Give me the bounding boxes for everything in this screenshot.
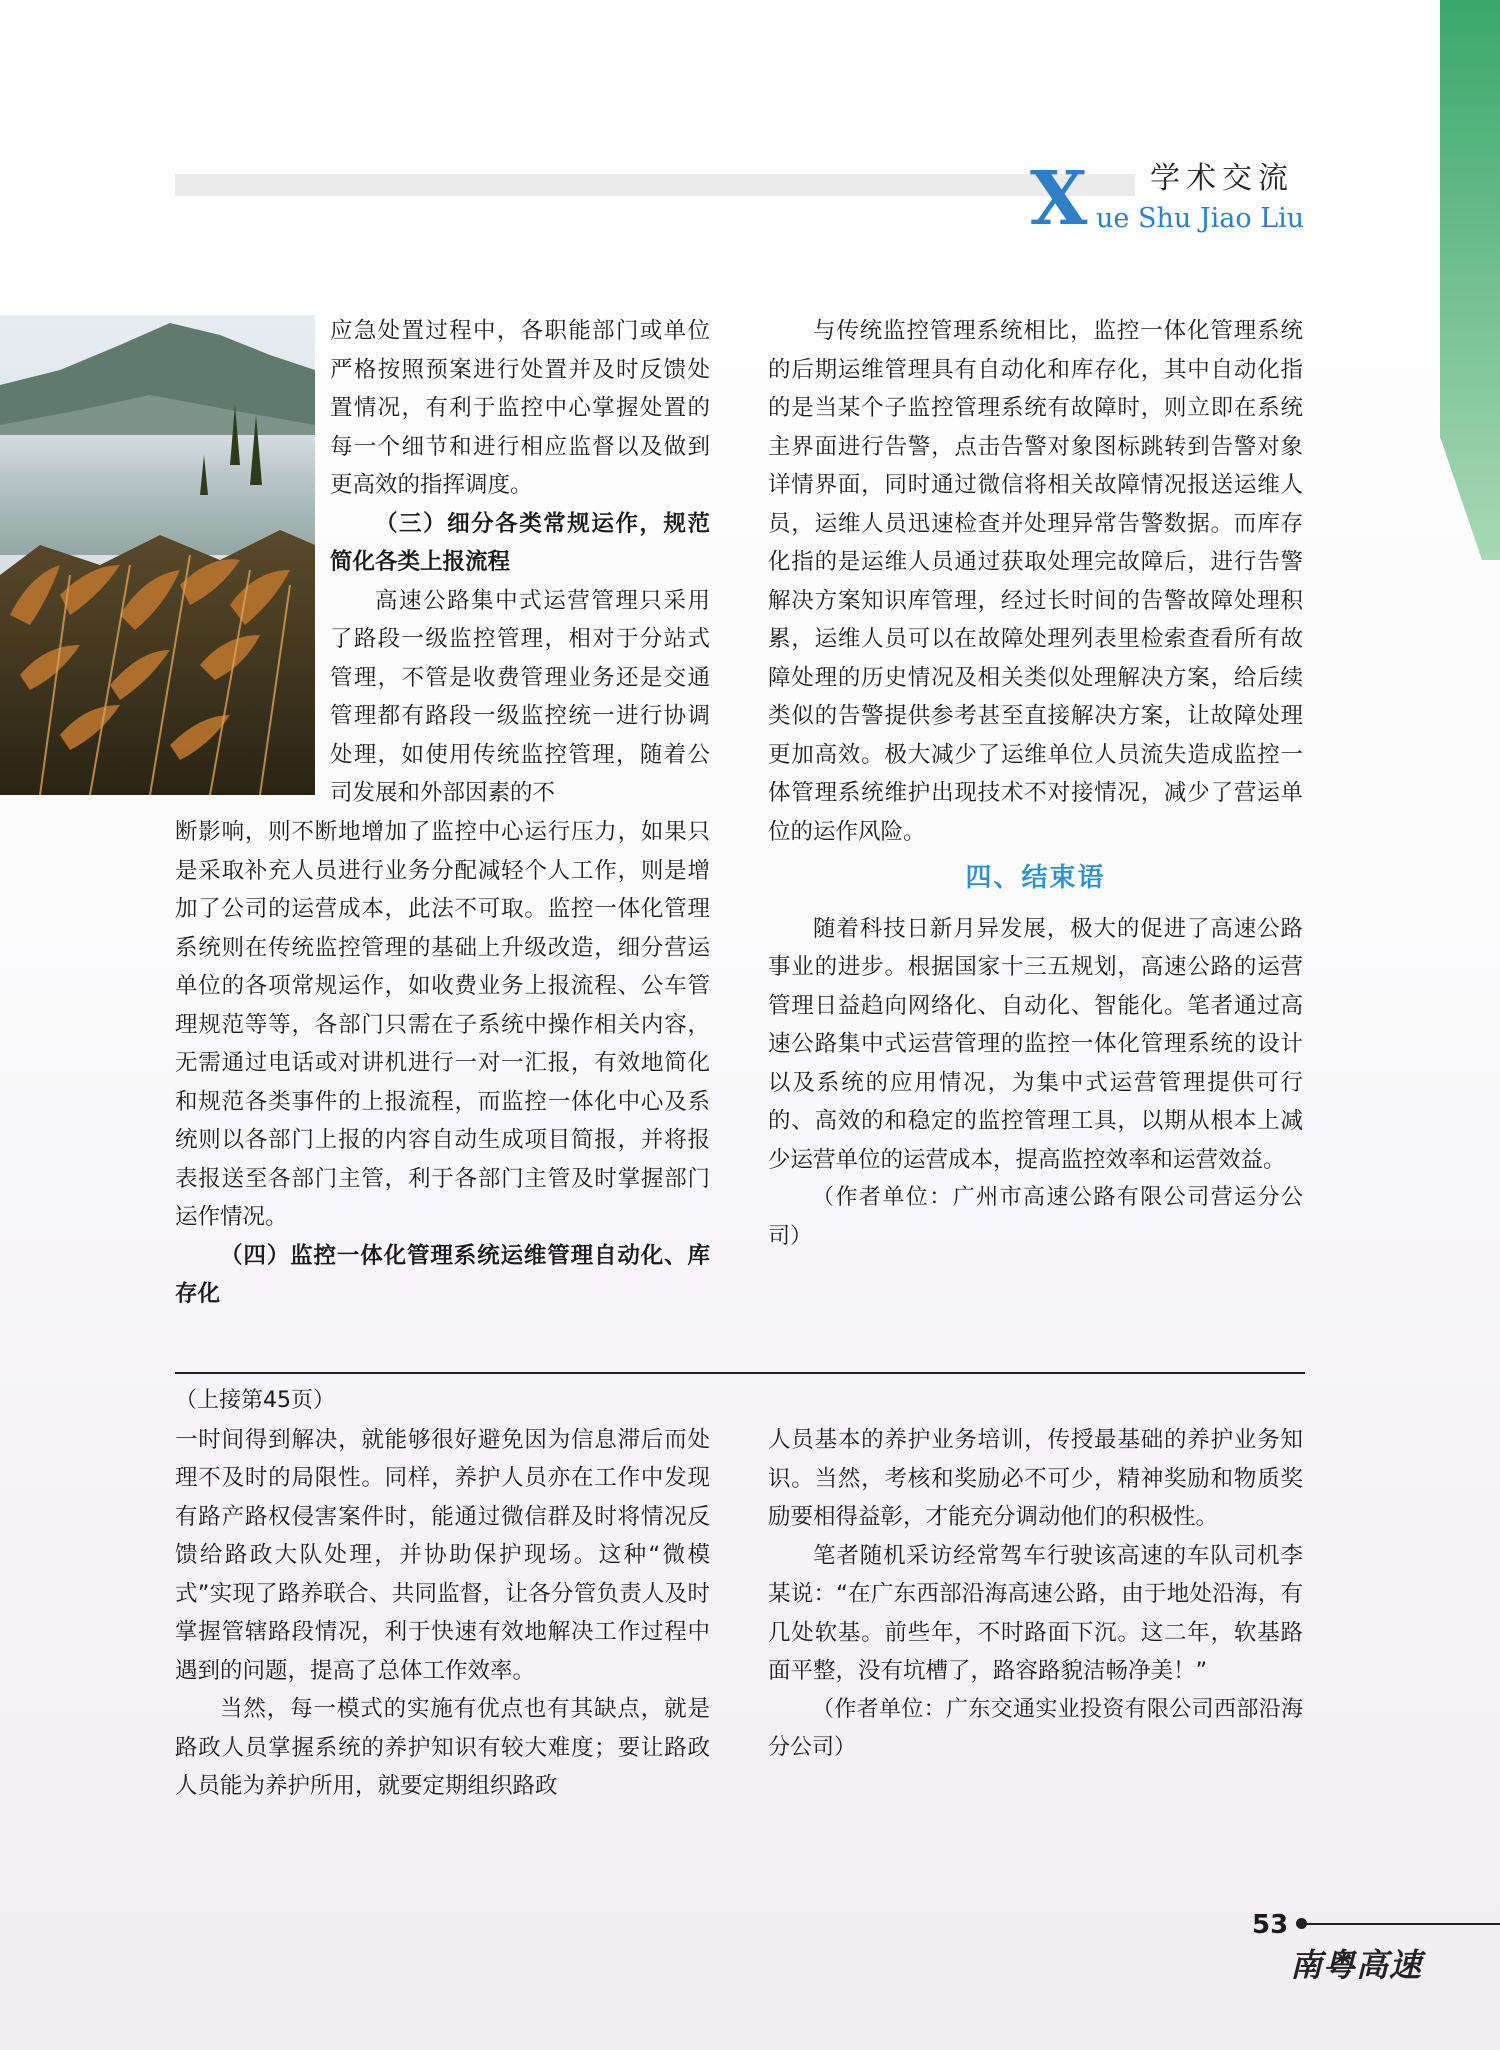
continuation-note: （上接第45页） <box>175 1388 335 1413</box>
left-column-text-wide <box>175 813 710 1314</box>
header-title: 学术交流 <box>1150 161 1294 196</box>
header-bar <box>175 174 1135 196</box>
paragraph: 笔者随机采访经常驾车行驶该高速的车队司机李某说：“在广东西部沿海高速公路，由于地处沿海，有几处软基。前些年，不时路面下沉。这二年，软基路面平整，没有坑槽了，路容路貌洁畅净美！” <box>768 1542 1303 1684</box>
page-line <box>1304 1923 1500 1925</box>
header-initial: X <box>1030 156 1088 242</box>
landscape-photo <box>0 315 315 795</box>
right-column-text <box>768 312 1303 1256</box>
continued-right-text <box>768 1421 1303 1768</box>
subheading-4: （四）监控一体化管理系统运维管理自动化、库存化 <box>175 1242 710 1307</box>
author-affiliation: （作者单位：广州市高速公路有限公司营运分公司） <box>768 1185 1303 1249</box>
section-divider <box>175 1372 1305 1374</box>
left-column-text <box>330 312 710 813</box>
paragraph: 当然，每一模式的实施有优点也有其缺点，就是路政人员掌握系统的养护知识有较大难度；要让路政人员能为养护所用，就要定期组织路政 <box>175 1696 710 1799</box>
paragraph: 人员基本的养护业务培训，传授最基础的养护业务知识。当然，考核和奖励必不可少，精神奖励和物质奖励要相得益彰，才能充分调动他们的积极性。 <box>768 1427 1303 1530</box>
column-header <box>1030 156 1310 242</box>
section-title: 四、结束语 <box>965 863 1106 893</box>
paragraph: 断影响，则不断地增加了监控中心运行压力，如果只是采取补充人员进行业务分配减轻个人工作，则是增加了公司的运营成本，此法不可取。监控一体化管理系统则在传统监控管理的基础上升级改造，细分营运单位的各项常规运作，如收费业务上报流程、公车管理规范等等，各部门只需在子系统中操作相关内容，无需通过电话或对讲机进行一对一汇报，有效地简化和规范各类事件的上报流程，而监控一体化中心及系统则以各部门上报的内容自动生成项目简报，并将报表报送至各部门主管，利于各部门主管及时掌握部门运作情况。 <box>175 819 710 1230</box>
magazine-logo: 南粤高速 <box>1290 1946 1423 1984</box>
continued-left-text <box>175 1382 710 1806</box>
paragraph: 与传统监控管理系统相比，监控一体化管理系统的后期运维管理具有自动化和库存化，其中自动化指的是当某个子监控管理系统有故障时，则立即在系统主界面进行告警，点击告警对象图标跳转到告警对象详情界面，同时通过微信将相关故障情况报送运维人员，运维人员迅速检查并处理异常告警数据。而库存化指的是运维人员通过获取处理完故障后，进行告警解决方案知识库管理，经过长时间的告警故障处理积累，运维人员可以在故障处理列表里检索查看所有故障处理的历史情况及相关类似处理解决方案，给后续类似的告警提供参考甚至直接解决方案，让故障处理更加高效。极大减少了运维单位人员流失造成监控一体管理系统维护出现技术不对接情况，减少了营运单位的运作风险。 <box>768 318 1303 845</box>
paragraph: 高速公路集中式运营管理只采用了路段一级监控管理，相对于分站式管理，不管是收费管理业务还是交通管理都有路段一级监控统一进行协调处理，如使用传统监控管理，随着公司发展和外部因素的不 <box>330 587 710 806</box>
header-pinyin: ue Shu Jiao Liu <box>1096 203 1305 234</box>
decorative-green-band <box>1440 0 1500 560</box>
author-affiliation: （作者单位：广东交通实业投资有限公司西部沿海分公司） <box>768 1696 1303 1760</box>
subheading-3: （三）细分各类常规运作，规范简化各类上报流程 <box>330 510 710 575</box>
page-number: 53 <box>1252 1910 1289 1940</box>
paragraph: 一时间得到解决，就能够很好避免因为信息滞后而处理不及时的局限性。同样，养护人员亦在工作中发现有路产路权侵害案件时，能通过微信群及时将情况反馈给路政大队处理，并协助保护现场。这种“微模式”实现了路养联合、共同监督，让各分管负责人及时掌握管辖路段情况，利于快速有效地解决工作过程中遇到的问题，提高了总体工作效率。 <box>175 1426 710 1684</box>
paragraph: 应急处置过程中，各职能部门或单位严格按照预案进行处置并及时反馈处置情况，有利于监控中心掌握处置的每一个细节和进行相应监督以及做到更高效的指挥调度。 <box>330 318 710 498</box>
paragraph: 随着科技日新月异发展，极大的促进了高速公路事业的进步。根据国家十三五规划，高速公路的运营管理日益趋向网络化、自动化、智能化。笔者通过高速公路集中式运营管理的监控一体化管理系统的设计以及系统的应用情况，为集中式运营管理提供可行的、高效的和稳定的监控管理工具，以期从根本上减少运营单位的运营成本，提高监控效率和运营效益。 <box>768 915 1303 1173</box>
